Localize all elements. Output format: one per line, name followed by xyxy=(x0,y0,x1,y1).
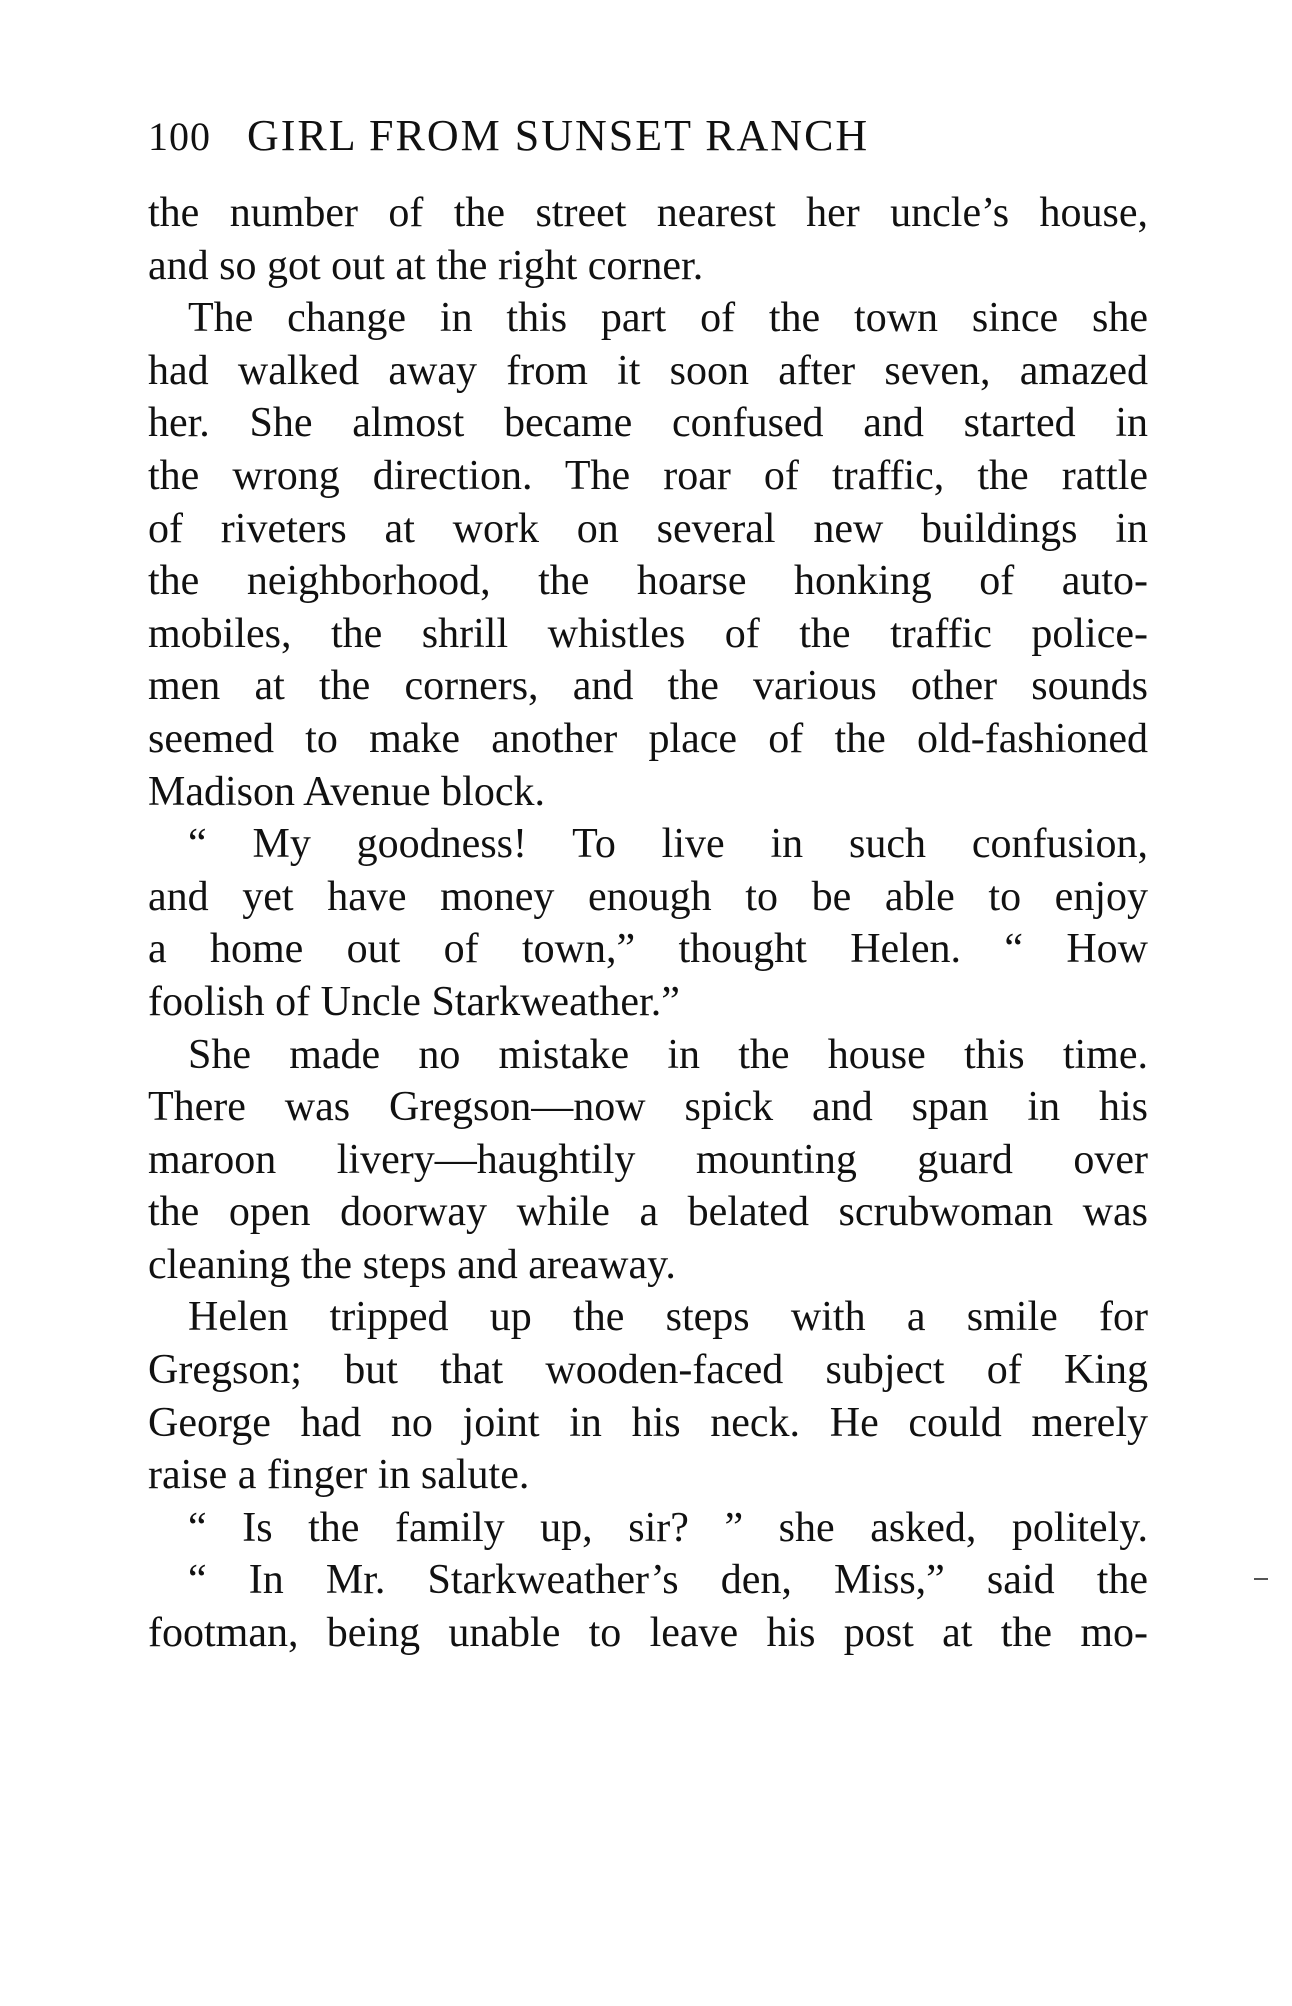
text-line: “ In Mr. Starkweather’s den, Miss,” said the xyxy=(188,1557,1148,1604)
book-title: GIRL FROM SUNSET RANCH xyxy=(247,111,870,160)
margin-mark xyxy=(1254,1578,1268,1580)
text-line: Gregson; but that wooden-faced subject of King xyxy=(148,1347,1148,1394)
text-line: She made no mistake in the house this time. xyxy=(188,1031,1148,1078)
text-line: men at the corners, and the various other sounds xyxy=(148,663,1148,710)
text-line: Helen tripped up the steps with a smile for xyxy=(188,1294,1148,1341)
text-line: footman, being unable to leave his post at the mo- xyxy=(148,1610,1148,1657)
text-line: and so got out at the right corner. xyxy=(148,242,704,289)
text-line: There was Gregson—now spick and span in his xyxy=(148,1084,1148,1131)
book-page xyxy=(148,110,1148,1660)
text-line: the wrong direction. The roar of traffic, the rattle xyxy=(148,452,1148,499)
text-line: the neighborhood, the hoarse honking of auto- xyxy=(148,558,1148,605)
text-line: cleaning the steps and areaway. xyxy=(148,1241,676,1288)
text-line: the open doorway while a belated scrubwoman was xyxy=(148,1189,1148,1236)
text-line: “ Is the family up, sir? ” she asked, politely. xyxy=(188,1504,1148,1551)
text-line: a home out of town,” thought Helen. “ How xyxy=(148,926,1148,973)
text-line: had walked away from it soon after seven, amazed xyxy=(148,347,1148,394)
text-line: foolish of Uncle Starkweather.” xyxy=(148,978,680,1025)
body-text xyxy=(148,187,1148,1660)
text-line: “ My goodness! To live in such confusion, xyxy=(188,821,1148,868)
text-line: seemed to make another place of the old-fashioned xyxy=(148,715,1148,762)
running-head xyxy=(148,110,1148,161)
page-number: 100 xyxy=(148,114,211,159)
text-line: George had no joint in his neck. He could merely xyxy=(148,1399,1148,1446)
text-line: her. She almost became confused and started in xyxy=(148,400,1148,447)
text-line: of riveters at work on several new buildings in xyxy=(148,505,1148,552)
text-line: mobiles, the shrill whistles of the traffic police- xyxy=(148,610,1148,657)
text-line: maroon livery—haughtily mounting guard over xyxy=(148,1136,1148,1183)
text-line: and yet have money enough to be able to enjoy xyxy=(148,873,1148,920)
text-line: the number of the street nearest her uncle’s house, xyxy=(148,190,1148,236)
text-line: Madison Avenue block. xyxy=(148,768,545,815)
text-line: raise a finger in salute. xyxy=(148,1452,530,1499)
text-line: The change in this part of the town since she xyxy=(188,295,1148,342)
